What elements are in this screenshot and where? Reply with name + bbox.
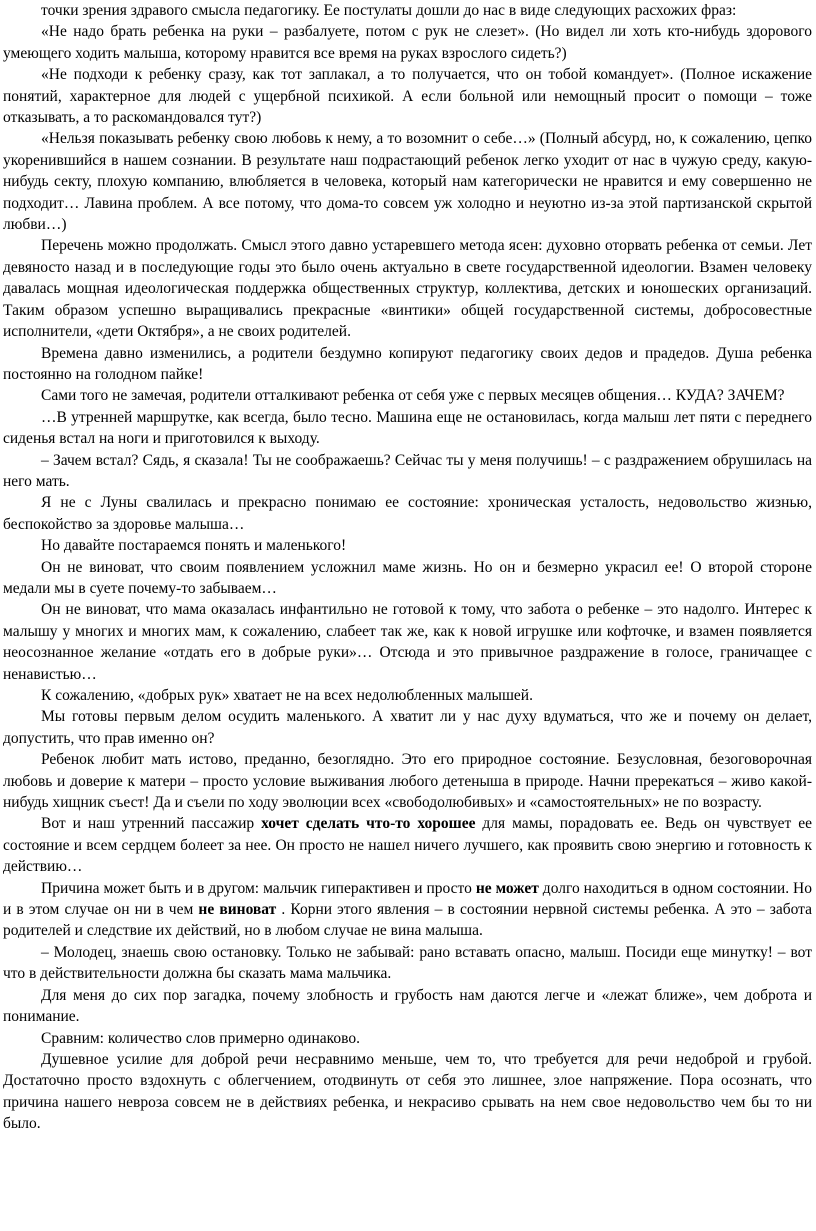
text-segment: К сожалению, «добрых рук» хватает не на всех недолюбленных малышей.: [41, 687, 533, 704]
text-segment: Он не виноват, что мама оказалась инфантильно не готовой к тому, что забота о ребенке – это надолго. Интерес к малышу у многих и многих мам, к сожалению, слабеет так же, как к новой игрушке или кофточке, и взамен появляется неосознанное желание «отдать его в добрые руки»… Отсюда и это привычное раздражение в голосе, граничащее с ненавистью…: [3, 601, 812, 683]
paragraph: [3, 64, 812, 128]
text-segment: Для меня до сих пор загадка, почему злобность и грубость нам даются легче и «лежат ближе», чем доброта и понимание.: [3, 986, 812, 1026]
paragraph: [3, 0, 812, 21]
text-segment: Сравним: количество слов примерно одинаково.: [41, 1029, 360, 1047]
paragraph: [3, 749, 812, 813]
text-segment: Душевное усилие для доброй речи несравнимо меньше, чем то, что требуется для речи недоброй и грубой. Достаточно просто вздохнуть с облегчением, отодвинуть от себя это лишнее, злое напряжение. Пора осознать, что причина нашего невроза совсем не в действиях ребенка, и некрасиво срывать на нем свое недовольство чем бы то ни было.: [3, 1050, 812, 1133]
text-segment: . Корни этого явления – в состоянии нервной системы ребенка. А это – забота родителей и следствие их действий, но в любом случае не вина малыша.: [3, 901, 812, 940]
paragraph: [3, 450, 812, 493]
paragraph: [3, 21, 812, 64]
paragraph: [3, 685, 812, 706]
text-segment: точки зрения здравого смысла педагогику. Ее постулаты дошли до нас в виде следующих расхожих фраз:: [41, 2, 737, 19]
text-segment: Ребенок любит мать истово, преданно, безоглядно. Это его природное состояние. Безусловная, безоговорочная любовь и доверие к матери – просто условие выживания любого детеныша в природе. Начни пререкаться – живо какой-нибудь хищник съест! Да и съели по ходу эволюции всех «свободолюбивых» и «самостоятельных» не по возрасту.: [3, 751, 812, 812]
paragraph: [3, 492, 812, 535]
paragraph: [3, 557, 812, 600]
paragraph: [3, 535, 812, 556]
text-segment: Вот и наш утренний пассажир: [41, 815, 262, 833]
text-segment: Сами того не замечая, родители отталкивают ребенка от себя уже с первых месяцев общения… КУДА? ЗАЧЕМ?: [41, 387, 785, 405]
paragraph: [3, 1028, 812, 1049]
text-segment: – Зачем встал? Сядь, я сказала! Ты не соображаешь? Сейчас ты у меня получишь! – с раздражением обрушилась на него мать.: [3, 451, 812, 490]
paragraph: [3, 343, 812, 386]
text-segment: долго находиться в одном состоянии. Но и в этом случае он ни в чем: [3, 879, 812, 919]
text-segment: «Нельзя показывать ребенку свою любовь к нему, а то возомнит о себе…» (Полный абсурд, но, к сожалению, цепко укоренившийся в нашем сознании. В результате наш подрастающий ребенок легко уходит от нас в чужую среду, какую-нибудь секту, плохую компанию, влюбляется в человека, который нам категорически не нравится и ему совершенно не подходит… Лавина проблем. А все потому, что дома-то совсем уж холодно и неуютно из-за этой партизанской скрытой любви…): [3, 130, 812, 234]
text-segment: Но давайте постараемся понять и маленького!: [41, 537, 347, 555]
text-segment: Я не с Луны свалилась и прекрасно понимаю ее состояние: хроническая усталость, недовольство жизнью, беспокойство за здоровье малыша…: [3, 494, 812, 533]
paragraph: [3, 235, 812, 342]
paragraph: [3, 985, 812, 1028]
text-segment: для мамы, порадовать ее. Ведь он чувствует ее состояние и всем сердцем болеет за нее. Он просто не нашел ничего лучшего, как проявить свою энергию и готовность к действию…: [3, 815, 813, 876]
paragraph: [3, 942, 812, 985]
text-segment: Он не виноват, что своим появлением усложнил маме жизнь. Но он и безмерно украсил ее! О второй стороне медали мы в суете почему-то забываем…: [3, 558, 812, 597]
text-segment: …В утренней маршрутке, как всегда, было тесно. Машина еще не остановилась, когда малыш лет пяти с переднего сиденья встал на ноги и приготовился к выходу.: [3, 408, 812, 448]
text-segment: Причина может быть и в другом: мальчик гиперактивен и просто: [41, 879, 476, 897]
text-segment: «Не надо брать ребенка на руки – разбалуете, потом с рук не слезет». (Но видел ли хоть кто-нибудь здорового умеющего ходить малыша, которому нравится все время на руках взрослого сидеть?): [3, 23, 812, 62]
text-segment: – Молодец, знаешь свою остановку. Только не забывай: рано вставать опасно, малыш. Посиди еще минутку! – вот что в действительности должна бы сказать мама мальчика.: [3, 943, 812, 983]
paragraph: [3, 385, 812, 406]
paragraph: [3, 1049, 812, 1135]
bold-text: не виноват: [198, 901, 277, 919]
paragraph: [3, 599, 812, 685]
text-segment: Мы готовы первым делом осудить маленького. А хватит ли у нас духу вдуматься, что же и почему он делает, допустить, что прав именно он?: [3, 708, 812, 747]
bold-text: не может: [475, 879, 539, 897]
text-segment: Перечень можно продолжать. Смысл этого давно устаревшего метода ясен: духовно оторвать ребенка от семьи. Лет девяносто назад и в последующие годы это было очень актуально в свете государственной идеологии. Взамен человеку давалась мощная идеологическая поддержка общественных структур, коллектива, детских и юношеских организаций. Таким образом успешно выращивались прекрасные «винтики» общей государственной системы, добросовестные исполнители, «дети Октября», а не своих родителей.: [3, 237, 812, 341]
paragraph: [3, 407, 812, 450]
paragraph: [3, 813, 812, 877]
paragraph: [3, 128, 812, 235]
text-segment: Времена давно изменились, а родители бездумно копируют педагогику своих дедов и прадедов. Душа ребенка постоянно на голодном пайке!: [3, 344, 812, 383]
paragraph: [3, 706, 812, 749]
bold-text: хочет сделать что-то хорошее: [261, 815, 476, 833]
text-segment: «Не подходи к ребенку сразу, как тот заплакал, а то получается, что он тобой командует». (Полное искажение понятий, характерное для людей с ущербной психикой. А если больной или немощный просит о помощи – тоже отказывать, а то раскомандовался тут?): [3, 66, 812, 127]
paragraph: [3, 878, 812, 942]
